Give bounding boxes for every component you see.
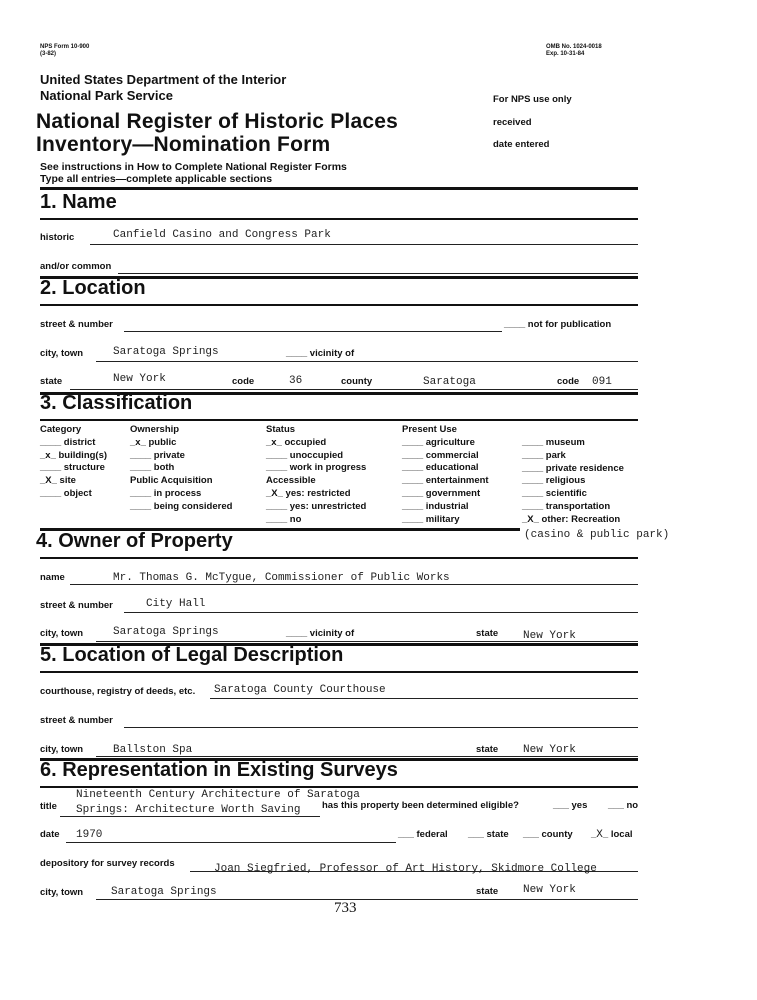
county-code-label: code bbox=[557, 376, 580, 387]
field-line bbox=[96, 361, 638, 362]
courthouse-value: Saratoga County Courthouse bbox=[214, 684, 386, 696]
federal-option[interactable]: ___ federal bbox=[398, 829, 448, 840]
not-for-publication-option[interactable]: ____ not for publication bbox=[504, 319, 612, 330]
not-for-publication-label: not for publication bbox=[527, 319, 612, 330]
section-6-title: 6. Representation in Existing Surveys bbox=[40, 759, 398, 781]
survey-city-value: Saratoga Springs bbox=[111, 886, 217, 898]
status-heading: Status bbox=[266, 424, 296, 435]
section-divider bbox=[40, 187, 638, 190]
field-line bbox=[210, 698, 638, 699]
vicinity-label: vicinity of bbox=[309, 348, 355, 359]
section-divider bbox=[40, 304, 638, 306]
category-building[interactable]: _x_ building(s) bbox=[40, 449, 108, 461]
street-number-label: street & number bbox=[40, 319, 113, 330]
status-unoccupied[interactable]: ____ unoccupied bbox=[266, 449, 344, 461]
use-industrial[interactable]: ____ industrial bbox=[402, 500, 469, 512]
legal-city-label: city, town bbox=[40, 744, 84, 755]
courthouse-label: courthouse, registry of deeds, etc. bbox=[40, 686, 196, 697]
omb-number: OMB No. 1024-0018 bbox=[546, 44, 602, 50]
federal-label: federal bbox=[416, 829, 448, 840]
use-scientific[interactable]: ____ scientific bbox=[522, 488, 587, 500]
acquisition-being-considered[interactable]: ____ being considered bbox=[130, 500, 233, 512]
depository-label: depository for survey records bbox=[40, 858, 175, 869]
survey-city-label: city, town bbox=[40, 887, 84, 898]
use-agriculture[interactable]: ____ agriculture bbox=[402, 436, 475, 448]
county-label: county bbox=[341, 376, 373, 387]
field-line bbox=[96, 899, 638, 900]
field-line bbox=[70, 389, 638, 390]
section-2-title: 2. Location bbox=[40, 277, 146, 299]
category-column bbox=[40, 424, 107, 501]
use-government[interactable]: ____ government bbox=[402, 487, 481, 499]
category-heading: Category bbox=[40, 424, 82, 435]
section-divider bbox=[40, 218, 638, 220]
ownership-heading: Ownership bbox=[130, 424, 180, 435]
present-use-column bbox=[402, 424, 489, 526]
field-line bbox=[90, 244, 638, 245]
city-town-label: city, town bbox=[40, 348, 84, 359]
use-private-residence[interactable]: ____ private residence bbox=[522, 462, 624, 474]
vicinity-option[interactable]: ____ vicinity of bbox=[286, 348, 355, 359]
present-use-heading: Present Use bbox=[402, 424, 457, 435]
field-line bbox=[66, 842, 396, 843]
category-object[interactable]: ____ object bbox=[40, 487, 92, 499]
section-divider bbox=[40, 557, 638, 559]
historic-name-value: Canfield Casino and Congress Park bbox=[113, 229, 331, 241]
state-option[interactable]: ___ state bbox=[468, 829, 509, 840]
eligible-yes-option[interactable]: ___ yes bbox=[553, 800, 588, 811]
field-line bbox=[124, 331, 502, 332]
legal-city-value: Ballston Spa bbox=[113, 744, 193, 756]
use-educational[interactable]: ____ educational bbox=[402, 462, 479, 474]
section-3-title: 3. Classification bbox=[40, 392, 193, 414]
accessible-yes-unrestricted[interactable]: ____ yes: unrestricted bbox=[266, 500, 367, 512]
section-1-title: 1. Name bbox=[40, 191, 117, 213]
owner-state-value: New York bbox=[523, 630, 576, 642]
county-value: Saratoga bbox=[423, 376, 476, 388]
use-park[interactable]: ____ park bbox=[522, 449, 566, 461]
status-occupied[interactable]: _x_ occupied bbox=[266, 436, 327, 448]
use-commercial[interactable]: ____ commercial bbox=[402, 449, 479, 461]
county-code-value: 091 bbox=[592, 376, 612, 388]
state-option-label: state bbox=[486, 829, 509, 840]
county-option[interactable]: ___ county bbox=[523, 829, 573, 840]
form-title-line1: National Register of Historic Places bbox=[36, 110, 398, 133]
status-column bbox=[266, 424, 366, 526]
owner-state-label: state bbox=[476, 628, 499, 639]
use-other-recreation[interactable]: _X_ other: Recreation bbox=[522, 513, 621, 525]
local-option[interactable]: _X_ local bbox=[591, 829, 633, 841]
local-label: local bbox=[610, 829, 633, 840]
survey-title-line2: Springs: Architecture Worth Saving bbox=[76, 804, 301, 816]
survey-state-value: New York bbox=[523, 884, 576, 896]
county-option-label: county bbox=[541, 829, 573, 840]
accessible-no[interactable]: ____ no bbox=[266, 513, 302, 525]
survey-title-line1: Nineteenth Century Architecture of Saratoga bbox=[76, 789, 360, 801]
received-label: received bbox=[493, 117, 532, 128]
ownership-both[interactable]: ____ both bbox=[130, 462, 175, 474]
accessible-yes-restricted[interactable]: _X_ yes: restricted bbox=[266, 487, 351, 499]
survey-state-label: state bbox=[476, 886, 499, 897]
owner-name-label: name bbox=[40, 572, 65, 583]
use-religious[interactable]: ____ religious bbox=[522, 475, 586, 487]
service-name: National Park Service bbox=[40, 88, 173, 103]
form-number: NPS Form 10-900 bbox=[40, 44, 90, 50]
instructions-line2: Type all entries—complete applicable sections bbox=[40, 173, 273, 185]
field-line bbox=[124, 612, 638, 613]
use-museum[interactable]: ____ museum bbox=[522, 437, 585, 448]
field-line bbox=[60, 816, 320, 817]
survey-title-label: title bbox=[40, 801, 57, 812]
field-line bbox=[118, 273, 638, 274]
instructions-line1: See instructions in How to Complete National Register Forms bbox=[40, 161, 347, 173]
section-divider bbox=[40, 419, 638, 421]
present-use-column-2 bbox=[522, 437, 624, 527]
owner-city-label: city, town bbox=[40, 628, 84, 639]
legal-street-label: street & number bbox=[40, 715, 113, 726]
form-title-line2: Inventory—Nomination Form bbox=[36, 133, 331, 156]
ownership-public[interactable]: _x_ public bbox=[130, 436, 177, 448]
state-label: state bbox=[40, 376, 63, 387]
status-work-in-progress[interactable]: ____ work in progress bbox=[266, 462, 367, 474]
depository-value: Joan Siegfried, Professor of Art History, Skidmore College bbox=[214, 863, 597, 875]
owner-vicinity-label: vicinity of bbox=[309, 628, 355, 639]
survey-date-value: 1970 bbox=[76, 829, 103, 841]
section-divider bbox=[40, 786, 638, 788]
other-use-note: (casino & public park) bbox=[524, 529, 670, 541]
public-acquisition-heading: Public Acquisition bbox=[130, 475, 213, 487]
ownership-column bbox=[130, 424, 232, 514]
category-structure[interactable]: ____ structure bbox=[40, 462, 105, 474]
city-value: Saratoga Springs bbox=[113, 346, 219, 358]
expiration-date: Exp. 10-31-84 bbox=[546, 51, 585, 57]
local-mark: X bbox=[596, 829, 603, 841]
state-value: New York bbox=[113, 373, 166, 385]
use-transportation[interactable]: ____ transportation bbox=[522, 500, 611, 512]
use-military[interactable]: ____ military bbox=[402, 513, 460, 525]
historic-name-label: historic bbox=[40, 232, 75, 243]
owner-city-value: Saratoga Springs bbox=[113, 626, 219, 638]
field-line bbox=[70, 584, 638, 585]
department-name: United States Department of the Interior bbox=[40, 72, 287, 87]
owner-name-value: Mr. Thomas G. McTygue, Commissioner of Public Works bbox=[113, 572, 450, 584]
state-code-label: code bbox=[232, 376, 255, 387]
survey-date-label: date bbox=[40, 829, 60, 840]
accessible-heading: Accessible bbox=[266, 475, 316, 487]
owner-street-value: City Hall bbox=[146, 598, 206, 610]
nps-use-label: For NPS use only bbox=[493, 94, 572, 105]
field-line bbox=[190, 871, 638, 872]
common-name-label: and/or common bbox=[40, 261, 112, 272]
owner-street-label: street & number bbox=[40, 600, 113, 611]
field-line bbox=[96, 756, 638, 757]
owner-vicinity-option[interactable]: ____ vicinity of bbox=[286, 628, 355, 639]
eligible-yes-label: yes bbox=[571, 800, 588, 811]
eligibility-question: has this property been determined eligible? bbox=[322, 800, 519, 811]
state-code-value: 36 bbox=[289, 375, 303, 387]
acquisition-in-process[interactable]: ____ in process bbox=[130, 487, 202, 499]
category-site[interactable]: _X_ site bbox=[40, 475, 76, 487]
legal-state-label: state bbox=[476, 744, 499, 755]
form-revision: (3-82) bbox=[40, 51, 57, 57]
use-entertainment[interactable]: ____ entertainment bbox=[402, 475, 489, 487]
field-line bbox=[124, 727, 638, 728]
section-4-title: 4. Owner of Property bbox=[36, 530, 233, 552]
section-divider bbox=[40, 671, 638, 673]
category-district[interactable]: ____ district bbox=[40, 436, 96, 448]
page-number: 733 bbox=[334, 900, 357, 916]
legal-state-value: New York bbox=[523, 744, 576, 756]
ownership-private[interactable]: ____ private bbox=[130, 449, 185, 461]
field-line bbox=[96, 641, 638, 642]
eligible-no-label: no bbox=[626, 800, 639, 811]
section-5-title: 5. Location of Legal Description bbox=[40, 644, 344, 666]
date-entered-label: date entered bbox=[493, 139, 550, 150]
eligible-no-option[interactable]: ___ no bbox=[608, 800, 639, 811]
